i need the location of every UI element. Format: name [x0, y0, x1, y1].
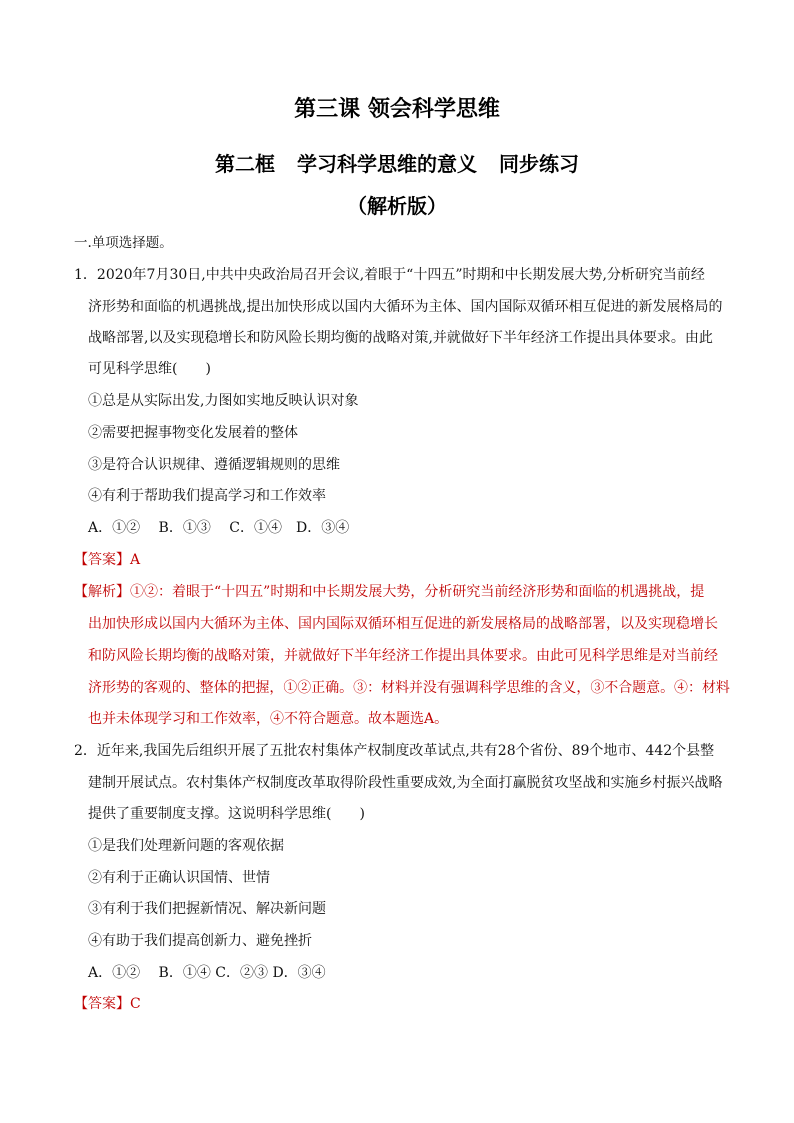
q2-statement: ①是我们处理新问题的客观依据	[88, 838, 284, 854]
q2-line: 建制开展试点。农村集体产权制度改革取得阶段性重要成效,为全面打赢脱贫攻坚战和实施乡村振兴战略	[88, 775, 723, 791]
q2-statement: ③有利于我们把握新情况、解决新问题	[88, 901, 326, 917]
q2-line: 2．近年来,我国先后组织开展了五批农村集体产权制度改革试点,共有28个省份、89个地市、442个县整	[74, 743, 715, 759]
q1-answer	[74, 550, 140, 570]
q1-line: 战略部署,以及实现稳增长和防风险长期均衡的战略对策,并就做好下半年经济工作提出具体要求。由此	[88, 330, 713, 346]
q1-line: 可见科学思维( )	[88, 361, 211, 377]
answer-value: C	[130, 996, 141, 1012]
q1-statement: ④有利于帮助我们提高学习和工作效率	[88, 488, 326, 504]
analysis-text: ①②：着眼于“十四五”时期和中长期发展大势，分析研究当前经济形势和面临的机遇挑战，提	[130, 584, 705, 600]
answer-tag: 【答案】	[74, 996, 130, 1012]
q1-statement: ①总是从实际出发,力图如实地反映认识对象	[88, 393, 359, 409]
analysis-tag: 【解析】	[74, 584, 130, 600]
version-label: （解析版）	[347, 194, 447, 218]
q1-analysis-line	[74, 582, 704, 602]
q1-line: 1．2020年7月30日,中共中央政治局召开会议,着眼于“十四五”时期和中长期发展大势,分析研究当前经	[74, 267, 705, 283]
section-heading: 一.单项选择题。	[74, 235, 173, 251]
q1-options: A．①② B．①③ C．①④ D．③④	[88, 520, 350, 536]
q1-statement: ③是符合认识规律、遵循逻辑规则的思维	[88, 457, 340, 473]
q1-analysis-line: 也并未体现学习和工作效率，④不符合题意。故本题选A。	[88, 711, 449, 727]
answer-tag: 【答案】	[74, 552, 130, 568]
q1-analysis-line: 出加快形成以国内大循环为主体、国内国际双循环相互促进的新发展格局的战略部署，以及实现稳增长	[88, 616, 718, 632]
answer-value: A	[130, 552, 141, 568]
q2-answer	[74, 994, 141, 1014]
q1-statement: ②需要把握事物变化发展着的整体	[88, 425, 298, 441]
q2-line: 提供了重要制度支撑。这说明科学思维( )	[88, 806, 365, 822]
q1-line: 济形势和面临的机遇挑战,提出加快形成以国内大循环为主体、国内国际双循环相互促进的新发展格局的	[88, 299, 723, 315]
q2-statement: ②有利于正确认识国情、世情	[88, 870, 270, 886]
subtitle-topic: 学习科学思维的意义	[297, 152, 477, 176]
subtitle-practice: 同步练习	[499, 152, 579, 176]
section-subtitle	[0, 148, 794, 177]
q2-options: A．①② B．①④ C．②③ D．③④	[88, 965, 326, 981]
q1-analysis-line: 济形势的客观的、整体的把握，①②正确。③：材料并没有强调科学思维的含义，③不合题意。④：材料	[88, 680, 730, 696]
subtitle-frame: 第二框	[215, 152, 275, 176]
q2-statement: ④有助于我们提高创新力、避免挫折	[88, 933, 312, 949]
q1-analysis-line: 和防风险长期均衡的战略对策，并就做好下半年经济工作提出具体要求。由此可见科学思维是对当前经	[88, 648, 718, 664]
lesson-title: 第三课 领会科学思维	[294, 96, 500, 122]
